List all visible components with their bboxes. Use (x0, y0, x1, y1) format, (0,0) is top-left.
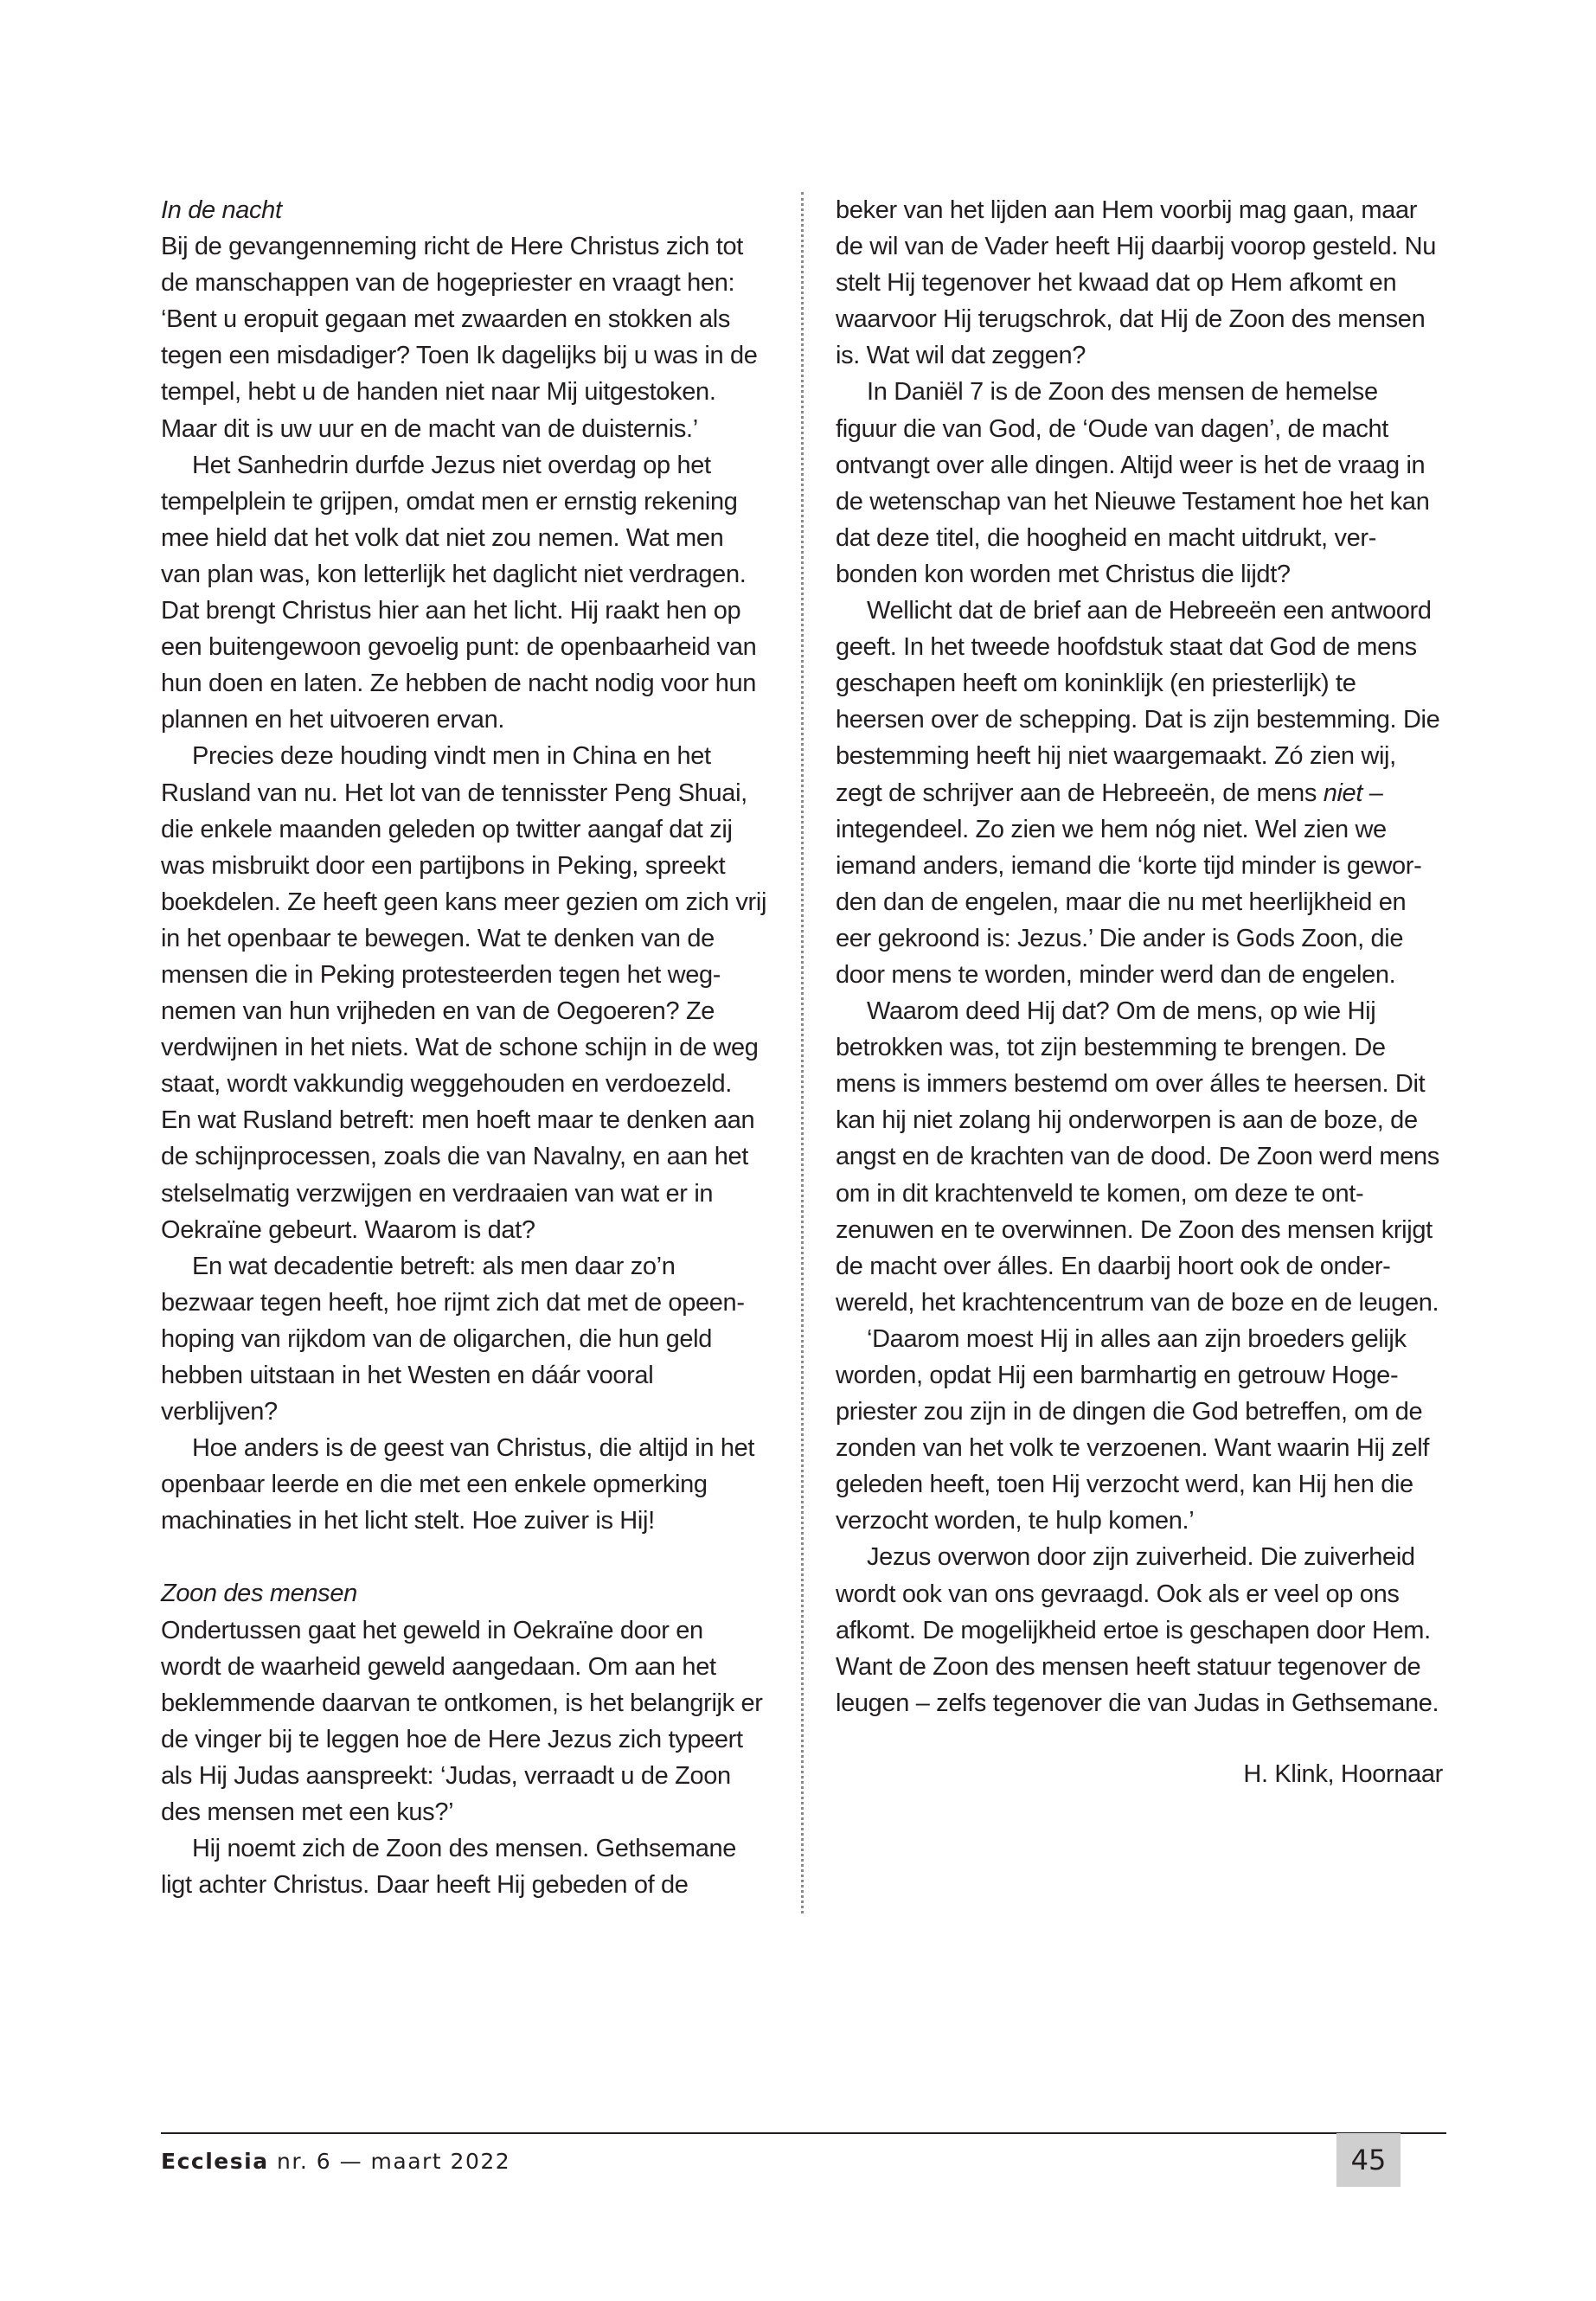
paragraph: Bij de gevangenneming richt de Here Christus zich tot de manschappen van de hogepriester en vraagt hen: ‘Bent u eropuit gegaan met zwaarden en stokken als tegen een misdadiger? Toen Ik dagelijks bij u was in de tempel, hebt u de handen niet naar Mij uitgestoken. Maar dit is uw uur en de macht van de duisternis.’ (161, 233, 758, 443)
paragraph: En wat decadentie betreft: als men daar zo’n bezwaar tegen heeft, hoe rijmt zich dat met de opeenhoping van rijkdom van de oligarchen, die hun geld hebben uitstaan in het Westen en dáár vooral verblijven? (161, 1252, 745, 1426)
section-heading-in-de-nacht: In de nacht (161, 196, 282, 224)
footer-publication (161, 2149, 510, 2174)
paragraph: ‘Daarom moest Hij in alles aan zijn broeders gelijk worden, opdat Hij een barmhartig en getrouw Hogepriester zou zijn in de dingen die God betreffen, om de zonden van het volk te verzoenen. Want waarin Hij zelf geleden heeft, toen Hij verzocht werd, kan Hij hen die verzocht worden, te hulp komen.’ (836, 1324, 1430, 1535)
paragraph-text: – integendeel. Zo zien we hem nóg niet. Wel zien we iemand anders, iemand die ‘korte tijd minder is geworden dan de engelen, maar die nu met heerlijkheid en eer gekroond is: Jezus.’ Die ander is Gods Zoon, die door mens te worden, minder werd dan de engelen. (836, 779, 1422, 989)
footer-rule (161, 2132, 1446, 2134)
journal-name: Ecclesia (161, 2149, 269, 2174)
column-divider (801, 192, 804, 1913)
paragraph: Waarom deed Hij dat? Om de mens, op wie Hij betrokken was, tot zijn bestemming te brengen. De mens is immers bestemd om over álles te heersen. Dit kan hij niet zolang hij onderworpen is aan de boze, de angst en de krachten van de dood. De Zoon werd mens om in dit krachtenveld te komen, om deze te ontzenuwen en te overwinnen. De Zoon des mensen krijgt de macht over álles. En daarbij hoort ook de onderwereld, het krachtencentrum van de boze en de leugen. (836, 997, 1439, 1317)
issue-info: nr. 6 — maart 2022 (268, 2149, 511, 2174)
right-column (836, 192, 1443, 1792)
left-column (161, 192, 768, 1903)
paragraph: beker van het lijden aan Hem voorbij mag gaan, maar de wil van de Vader heeft Hij daarbij voorop gesteld. Nu stelt Hij tegenover het kwaad dat op Hem afkomt en waarvoor Hij terugschrok, dat Hij de Zoon des mensen is. Wat wil dat zeggen? (836, 196, 1437, 370)
paragraph: Hoe anders is de geest van Christus, die altijd in het openbaar leerde en die met een enkele opmerking machinaties in het licht stelt. Hoe zuiver is Hij! (161, 1434, 755, 1535)
author-signature: H. Klink, Hoornaar (1243, 1759, 1443, 1788)
paragraph: Jezus overwon door zijn zuiverheid. Die zuiverheid wordt ook van ons gevraagd. Ook als er veel op ons afkomt. De mogelijkheid ertoe is geschapen door Hem. Want de Zoon des mensen heeft statuur tegenover de leugen – zelfs tegenover die van Judas in Gethsemane. (836, 1543, 1439, 1717)
emphasis-text: niet (1323, 779, 1363, 807)
section-heading-zoon-des-mensen: Zoon des mensen (161, 1580, 357, 1608)
paragraph: Ondertussen gaat het geweld in Oekraïne door en wordt de waarheid geweld aangedaan. Om aan het beklemmende daarvan te ontkomen, is het belangrijk er de vinger bij te leggen hoe de Here Jezus zich typeert als Hij Judas aanspreekt: ‘Judas, verraadt u de Zoon des mensen met een kus?’ (161, 1616, 763, 1827)
paragraph: In Daniël 7 is de Zoon des mensen de hemelse figuur die van God, de ‘Oude van dagen’, de macht ontvangt over alle dingen. Altijd weer is het de vraag in de wetenschap van het Nieuwe Testament hoe het kan dat deze titel, die hoogheid en macht uitdrukt, verbonden kon worden met Christus die lijdt? (836, 378, 1430, 588)
paragraph: Hij noemt zich de Zoon des mensen. Gethsemane ligt achter Christus. Daar heeft Hij gebeden of de (161, 1835, 737, 1900)
paragraph: Het Sanhedrin durfde Jezus niet overdag op het tempelplein te grijpen, omdat men er ernstig rekening mee hield dat het volk dat niet zou nemen. Wat men van plan was, kon letterlijk het daglicht niet verdragen. Dat brengt Christus hier aan het licht. Hij raakt hen op een buitengewoon gevoelig punt: de openbaarheid van hun doen en laten. Ze hebben de nacht nodig voor hun plannen en het uitvoeren ervan. (161, 451, 757, 734)
paragraph (836, 593, 1443, 993)
paragraph: Precies deze houding vindt men in China en het Rusland van nu. Het lot van de tennisster Peng Shuai, die enkele maanden geleden op twitter aangaf dat zij was misbruikt door een partijbons in Peking, spreekt boekdelen. Ze heeft geen kans meer gezien om zich vrij in het openbaar te bewegen. Wat te denken van de mensen die in Peking protesteerden tegen het wegnemen van hun vrijheden en van de Oegoeren? Ze verdwijnen in het niets. Wat de schone schijn in de weg staat, wordt vakkundig weggehouden en verdoezeld. En wat Rusland betreft: men hoeft maar te denken aan de schijnprocessen, zoals die van Navalny, en aan het stelselmatig verzwijgen en verdraaien van wat er in Oekraïne gebeurt. Waarom is dat? (161, 742, 767, 1244)
paragraph-text: Wellicht dat de brief aan de Hebreeën een antwoord geeft. In het tweede hoofdstuk staat dat God de mens geschapen heeft om koninklijk (en priesterlijk) te heersen over de schepping. Dat is zijn bestemming. Die bestemming heeft hij niet waargemaakt. Zó zien wij, zegt de schrijver aan de Hebreeën, de mens (836, 597, 1440, 807)
page-number: 45 (1336, 2133, 1401, 2187)
section-gap (161, 1539, 768, 1575)
